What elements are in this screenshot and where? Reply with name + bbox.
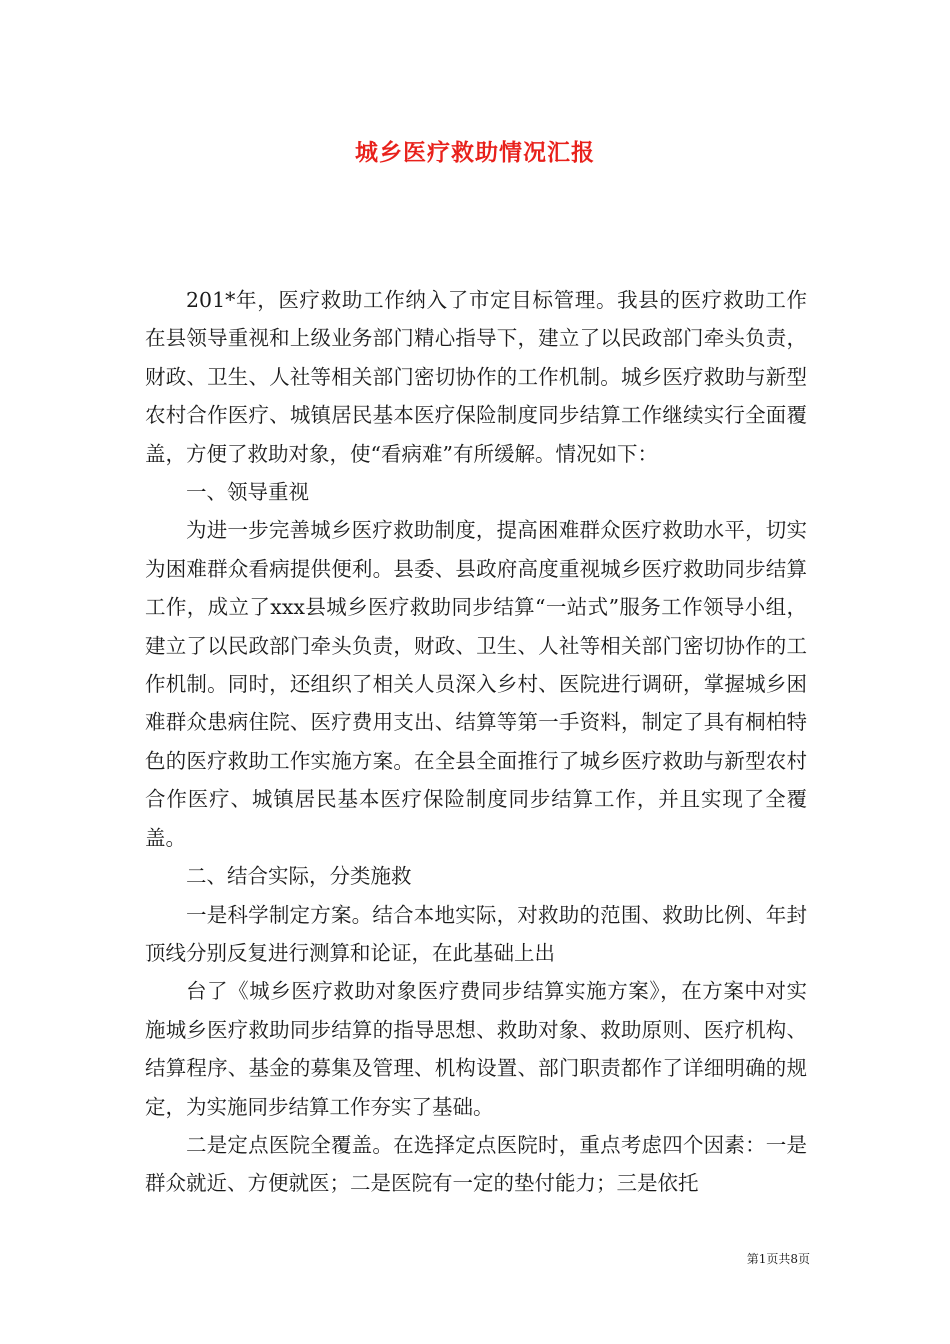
paragraph-leadership: 为进一步完善城乡医疗救助制度，提高困难群众医疗救助水平，切实为困难群众看病提供便利。县委、县政府高度重视城乡医疗救助同步结算工作，成立了xxx县城乡医疗救助同步结算“一站式”服务工作领导小组，建立了以民政部门牵头负责，财政、卫生、人社等相关部门密切协作的工作机制。同时，还组织了相关人员深入乡村、医院进行调研，掌握城乡困难群众患病住院、医疗费用支出、结算等第一手资料，制定了具有桐柏特色的医疗救助工作实施方案。在全县全面推行了城乡医疗救助与新型农村合作医疗、城镇居民基本医疗保险制度同步结算工作，并且实现了全覆盖。	[145, 518, 807, 850]
document-title: 城乡医疗救助情况汇报	[355, 139, 595, 166]
section-heading-2: 二、结合实际，分类施救	[186, 864, 412, 889]
paragraph-hospitals: 二是定点医院全覆盖。在选择定点医院时，重点考虑四个因素：一是群众就近、方便就医；二是医院有一定的垫付能力；三是依托	[145, 1132, 807, 1196]
paragraph-intro: 201*年，医疗救助工作纳入了市定目标管理。我县的医疗救助工作在县领导重视和上级业务部门精心指导下，建立了以民政部门牵头负责，财政、卫生、人社等相关部门密切协作的工作机制。城乡医疗救助与新型农村合作医疗、城镇居民基本医疗保险制度同步结算工作继续实行全面覆盖，方便了救助对象，使“看病难”有所缓解。情况如下：	[145, 288, 807, 466]
page-footer: 第1页共8页	[746, 1252, 810, 1266]
document-body	[145, 281, 807, 1203]
section-heading-1: 一、领导重视	[186, 480, 309, 505]
paragraph-plan-part1: 一是科学制定方案。结合本地实际，对救助的范围、救助比例、年封顶线分别反复进行测算和论证，在此基础上出	[145, 902, 807, 965]
paragraph-plan-part2: 台了《城乡医疗救助对象医疗费同步结算实施方案》，在方案中对实施城乡医疗救助同步结算的指导思想、救助对象、救助原则、医疗机构、结算程序、基金的募集及管理、机构设置、部门职责都作了详细明确的规定，为实施同步结算工作夯实了基础。	[145, 979, 807, 1119]
